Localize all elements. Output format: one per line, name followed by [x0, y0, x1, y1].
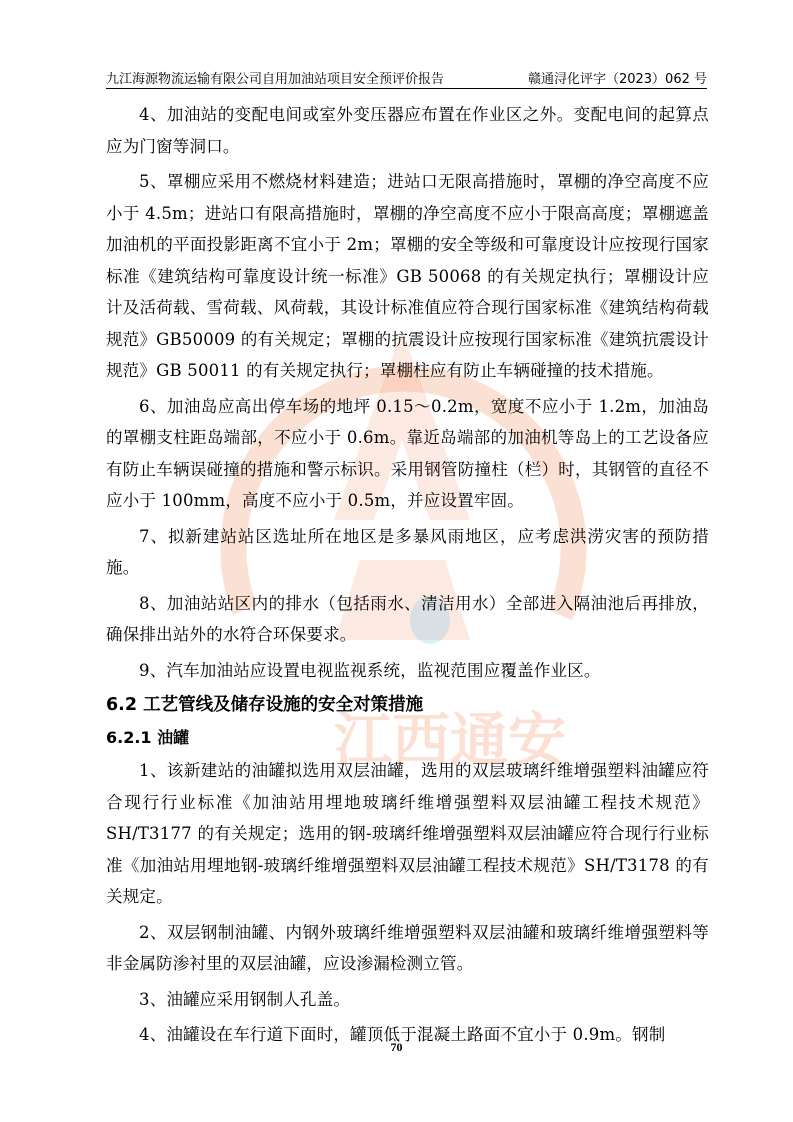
paragraph: 2、双层钢制油罐、内钢外玻璃纤维增强塑料双层油罐和玻璃纤维增强塑料等非金属防渗衬里的双层油罐，应设渗漏检测立管。	[106, 922, 709, 973]
paragraph: 1、该新建站的油罐拟选用双层油罐，选用的双层玻璃纤维增强塑料油罐应符合现行行业标准《加油站用埋地玻璃纤维增强塑料双层油罐工程技术规范》SH/T3177 的有关规定；选用的钢-玻璃纤维增强塑料双层油罐应符合现行行业标准《加油站用埋地钢-玻璃纤维增强塑料双层油罐工程技术规范》SH/T3178 的有关规定。	[106, 761, 709, 906]
paragraph: 4、加油站的变配电间或室外变压器应布置在作业区之外。变配电间的起算点应为门窗等洞口。	[106, 105, 709, 156]
paragraph: 7、拟新建站站区选址所在地区是多暴风雨地区，应考虑洪涝灾害的预防措施。	[106, 526, 709, 577]
svg-text:江西通安: 江西通安	[333, 706, 567, 774]
paragraph: 3、油罐应采用钢制人孔盖。	[139, 989, 351, 1009]
header-report-number: 赣通浔化评字（2023）062 号	[527, 72, 707, 87]
paragraph: 6、加油岛应高出停车场的地坪 0.15～0.2m，宽度不应小于 1.2m，加油岛的罩棚支柱距岛端部，不应小于 0.6m。靠近岛端部的加油机等岛上的工艺设备应有防止车辆误碰撞的措施和警示标识。采用钢管防撞柱（栏）时，其钢管的直径不应小于 100mm，高度不应小于 0.5m，并应设置牢固。	[106, 396, 709, 510]
header-report-title: 九江海源物流运输有限公司自用加油站项目安全预评价报告	[106, 72, 445, 87]
paragraph: 4、油罐设在车行道下面时，罐顶低于混凝土路面不宜小于 0.9m。钢制	[139, 1025, 666, 1044]
section-heading: 6.2 工艺管线及储存设施的安全对策措施	[106, 695, 424, 715]
subsection-heading: 6.2.1 油罐	[106, 728, 190, 747]
paragraph: 8、加油站站区内的排水（包括雨水、清洁用水）全部进入隔油池后再排放，确保排出站外的水符合环保要求。	[106, 593, 709, 644]
page-number: 70	[390, 1040, 403, 1054]
page-header	[106, 66, 707, 89]
document-body	[106, 99, 709, 1055]
paragraph: 5、罩棚应采用不燃烧材料建造；进站口无限高措施时，罩棚的净空高度不应小于 4.5m；进站口有限高措施时，罩棚的净空高度不应小于限高高度；罩棚遮盖加油机的平面投影距离不宜小于 2m；罩棚的安全等级和可靠度设计应按现行国家标准《建筑结构可靠度设计统一标准》GB 50068 的有关规定执行；罩棚设计应计及活荷载、雪荷载、风荷载，其设计标准值应符合现行国家标准《建筑结构荷载规范》GB50009 的有关规定；罩棚的抗震设计应按现行国家标准《建筑抗震设计规范》GB 50011 的有关规定执行；罩棚柱应有防止车辆碰撞的技术措施。	[106, 172, 709, 380]
paragraph: 9、汽车加油站应设置电视监视系统，监视范围应覆盖作业区。	[139, 660, 601, 680]
